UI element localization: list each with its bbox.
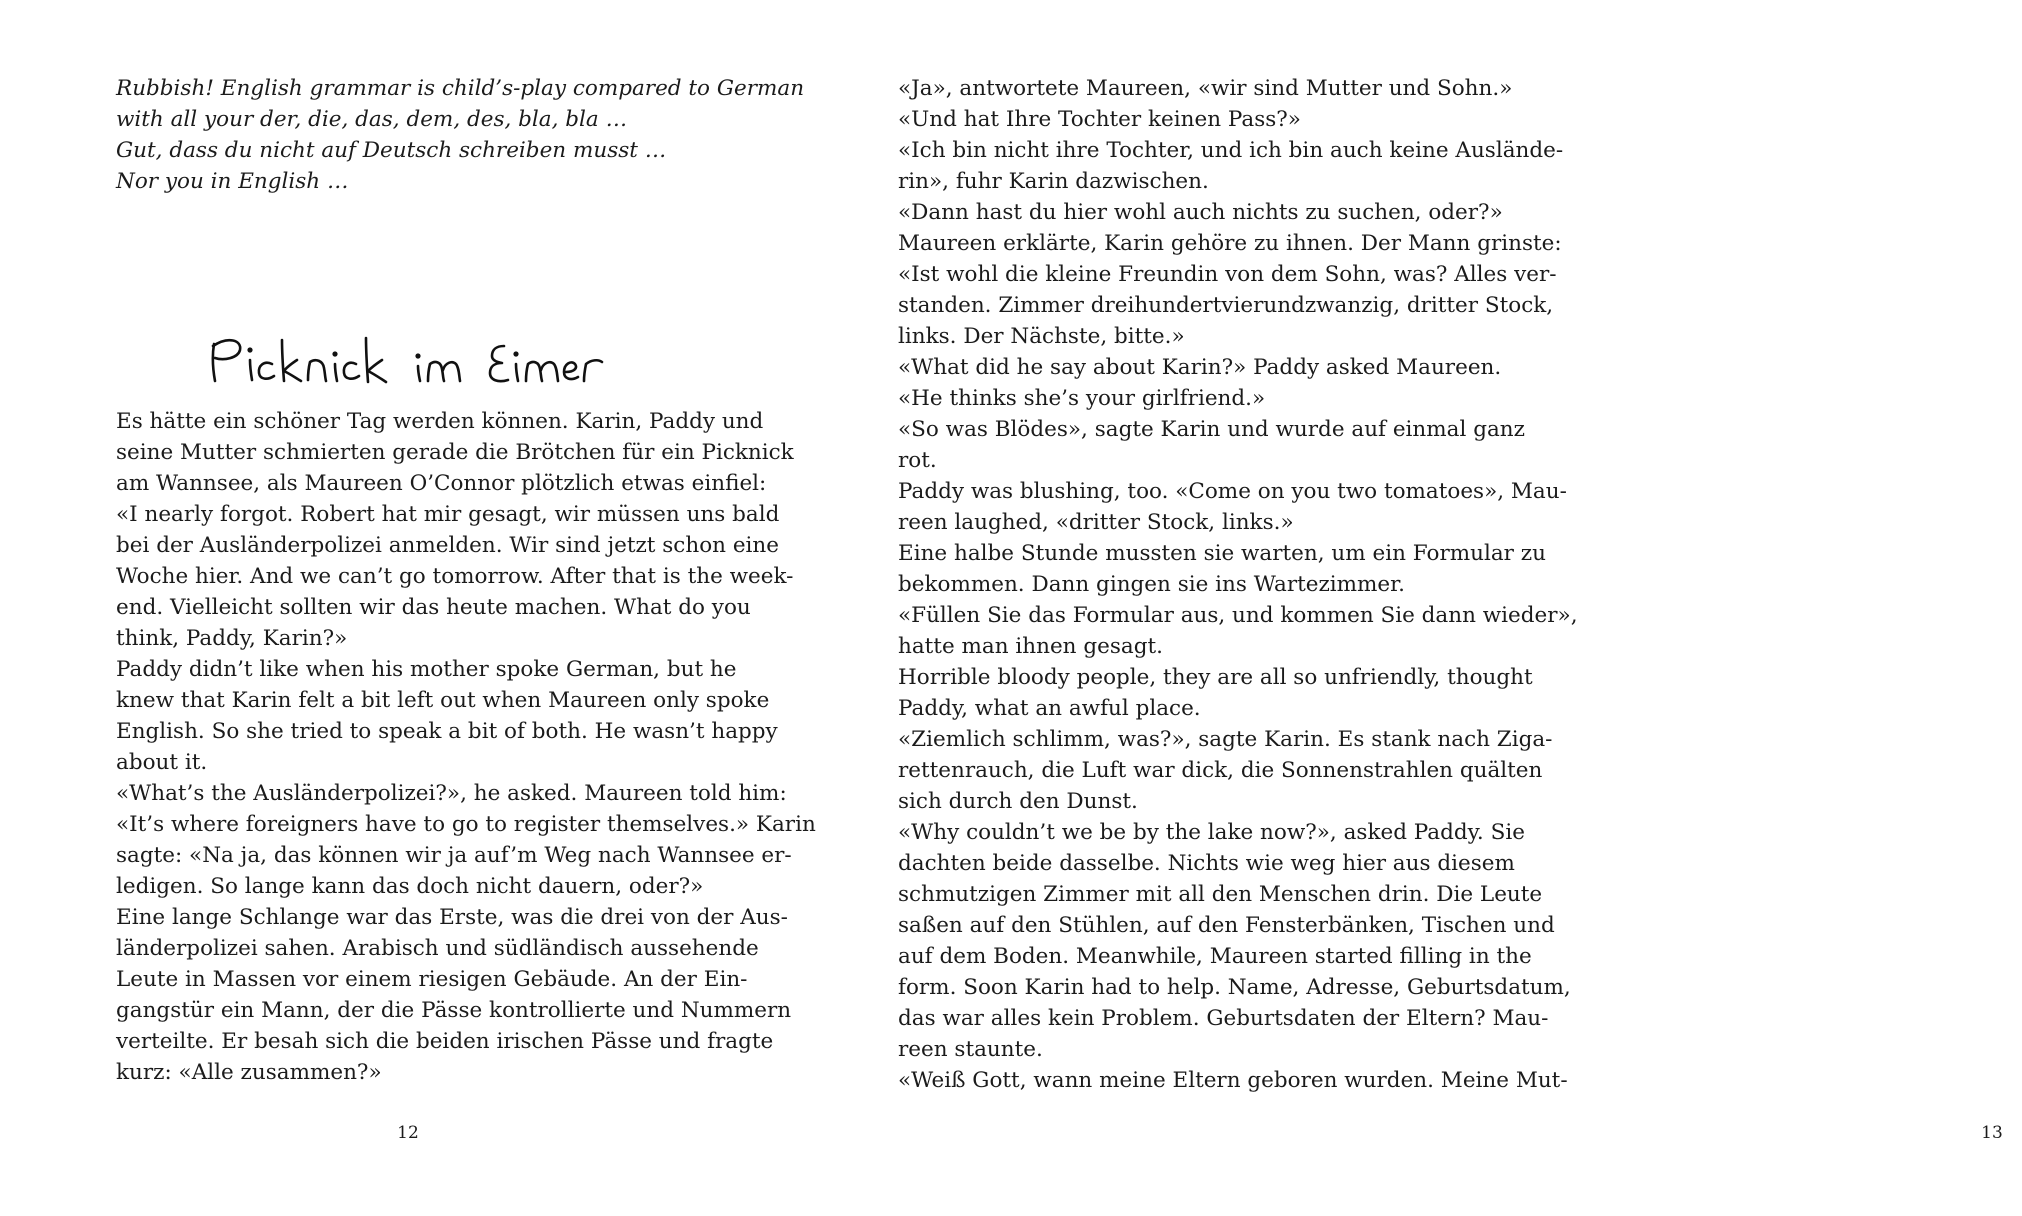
text-line: saßen auf den Stühlen, auf den Fensterbänken, Tischen und bbox=[898, 913, 1555, 938]
text-line: seine Mutter schmierten gerade die Brötchen für ein Picknick bbox=[116, 440, 794, 465]
text-line: «Weiß Gott, wann meine Eltern geboren wurden. Meine Mut- bbox=[898, 1068, 1568, 1093]
text-line: sich durch den Dunst. bbox=[898, 789, 1138, 814]
text-line: «Ist wohl die kleine Freundin von dem Sohn, was? Alles ver- bbox=[898, 262, 1557, 287]
text-line: am Wannsee, als Maureen O’Connor plötzlich etwas einfiel: bbox=[116, 471, 767, 496]
text-line: Paddy didn’t like when his mother spoke German, but he bbox=[116, 657, 737, 682]
text-line: Paddy, what an awful place. bbox=[898, 696, 1201, 721]
left-body-text bbox=[116, 406, 816, 1088]
text-line: länderpolizei sahen. Arabisch und südländisch aussehende bbox=[116, 936, 759, 961]
right-body-text bbox=[898, 73, 1578, 1096]
text-line: Paddy was blushing, too. «Come on you two tomatoes», Mau- bbox=[898, 479, 1567, 504]
text-line: about it. bbox=[116, 750, 208, 775]
text-line: end. Vielleicht sollten wir das heute machen. What do you bbox=[116, 595, 751, 620]
text-line: Woche hier. And we can’t go tomorrow. After that is the week- bbox=[116, 564, 794, 589]
text-line: «Why couldn’t we be by the lake now?», asked Paddy. Sie bbox=[898, 820, 1525, 845]
text-line: Eine lange Schlange war das Erste, was die drei von der Aus- bbox=[116, 905, 788, 930]
left-page bbox=[0, 0, 816, 1216]
text-line: rettenrauch, die Luft war dick, die Sonnenstrahlen quälten bbox=[898, 758, 1543, 783]
text-line: reen staunte. bbox=[898, 1037, 1043, 1062]
text-line: Eine halbe Stunde mussten sie warten, um ein Formular zu bbox=[898, 541, 1546, 566]
text-line: Horrible bloody people, they are all so unfriendly, thought bbox=[898, 665, 1533, 690]
text-line: verteilte. Er besah sich die beiden irischen Pässe und fragte bbox=[116, 1029, 774, 1054]
text-line: «Ziemlich schlimm, was?», sagte Karin. Es stank nach Ziga- bbox=[898, 727, 1553, 752]
text-line: schmutzigen Zimmer mit all den Menschen drin. Die Leute bbox=[898, 882, 1543, 907]
text-line: gangstür ein Mann, der die Pässe kontrollierte und Nummern bbox=[116, 998, 792, 1023]
text-line: knew that Karin felt a bit left out when Maureen only spoke bbox=[116, 688, 770, 713]
text-line: think, Paddy, Karin?» bbox=[116, 626, 348, 651]
text-line: auf dem Boden. Meanwhile, Maureen started filling in the bbox=[898, 944, 1532, 969]
epigraph-line: with all your der, die, das, dem, des, bla, bla … bbox=[116, 107, 628, 132]
text-line: bekommen. Dann gingen sie ins Wartezimmer. bbox=[898, 572, 1405, 597]
text-line: «What’s the Ausländerpolizei?», he asked. Maureen told him: bbox=[116, 781, 787, 806]
text-line: standen. Zimmer dreihundertvierundzwanzig, dritter Stock, bbox=[898, 293, 1554, 318]
text-line: links. Der Nächste, bitte.» bbox=[898, 324, 1185, 349]
text-line: «Dann hast du hier wohl auch nichts zu suchen, oder?» bbox=[898, 200, 1503, 225]
page-number: 12 bbox=[397, 1123, 419, 1143]
text-line: «Füllen Sie das Formular aus, und kommen Sie dann wieder», bbox=[898, 603, 1578, 628]
text-line: «Ich bin nicht ihre Tochter, und ich bin auch keine Auslände- bbox=[898, 138, 1564, 163]
text-line: rin», fuhr Karin dazwischen. bbox=[898, 169, 1209, 194]
text-line: hatte man ihnen gesagt. bbox=[898, 634, 1163, 659]
text-line: «I nearly forgot. Robert hat mir gesagt, wir müssen uns bald bbox=[116, 502, 780, 527]
text-line: rot. bbox=[898, 448, 937, 473]
text-line: das war alles kein Problem. Geburtsdaten der Eltern? Mau- bbox=[898, 1006, 1549, 1031]
text-line: dachten beide dasselbe. Nichts wie weg hier aus diesem bbox=[898, 851, 1515, 876]
text-line: bei der Ausländerpolizei anmelden. Wir sind jetzt schon eine bbox=[116, 533, 779, 558]
text-line: «Ja», antwortete Maureen, «wir sind Mutter und Sohn.» bbox=[898, 76, 1513, 101]
chapter-title-handwritten bbox=[206, 326, 626, 396]
text-line: «It’s where foreigners have to go to register themselves.» Karin bbox=[116, 812, 816, 837]
text-line: Maureen erklärte, Karin gehöre zu ihnen. Der Mann grinste: bbox=[898, 231, 1562, 256]
epigraph bbox=[116, 73, 805, 197]
text-line: «He thinks she’s your girlfriend.» bbox=[898, 386, 1266, 411]
text-line: form. Soon Karin had to help. Name, Adresse, Geburtsdatum, bbox=[898, 975, 1571, 1000]
epigraph-line: Nor you in English … bbox=[116, 169, 349, 194]
text-line: Leute in Massen vor einem riesigen Gebäude. An der Ein- bbox=[116, 967, 748, 992]
page-number: 13 bbox=[1981, 1123, 2003, 1143]
text-line: «Und hat Ihre Tochter keinen Pass?» bbox=[898, 107, 1301, 132]
text-line: Es hätte ein schöner Tag werden können. Karin, Paddy und bbox=[116, 409, 764, 434]
text-line: reen laughed, «dritter Stock, links.» bbox=[898, 510, 1294, 535]
text-line: kurz: «Alle zusammen?» bbox=[116, 1060, 382, 1085]
text-line: «So was Blödes», sagte Karin und wurde auf einmal ganz bbox=[898, 417, 1525, 442]
text-line: English. So she tried to speak a bit of both. He wasn’t happy bbox=[116, 719, 778, 744]
text-line: ledigen. So lange kann das doch nicht dauern, oder?» bbox=[116, 874, 704, 899]
text-line: «What did he say about Karin?» Paddy asked Maureen. bbox=[898, 355, 1502, 380]
epigraph-line: Gut, dass du nicht auf Deutsch schreiben musst … bbox=[116, 138, 667, 163]
text-line: sagte: «Na ja, das können wir ja auf’m Weg nach Wannsee er- bbox=[116, 843, 792, 868]
epigraph-line: Rubbish! English grammar is child’s-play compared to German bbox=[116, 76, 805, 101]
